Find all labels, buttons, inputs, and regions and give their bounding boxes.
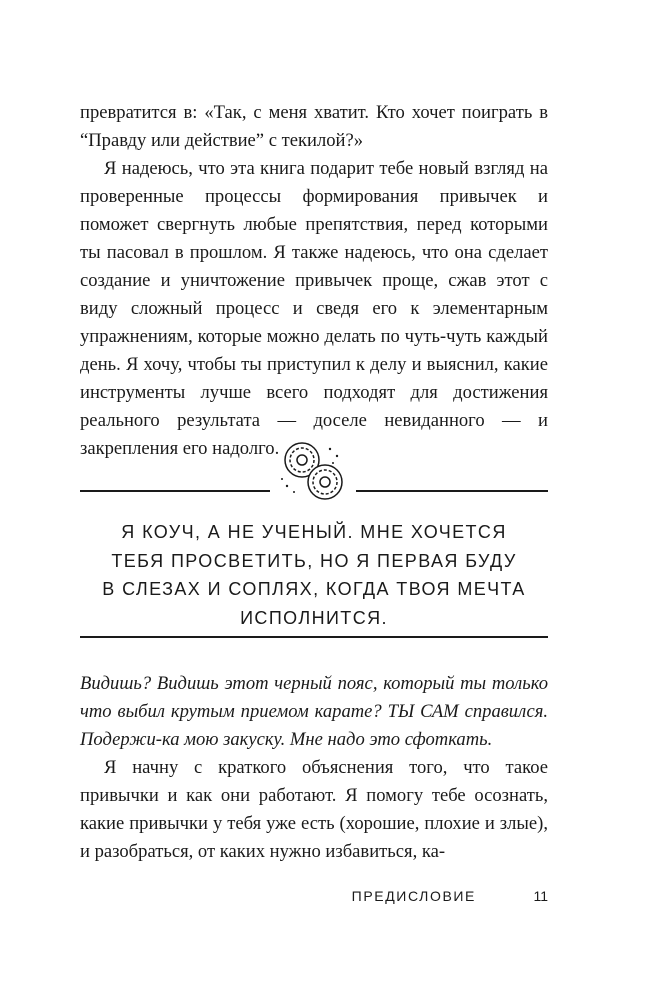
bottom-text-block	[80, 670, 548, 866]
divider-right	[356, 490, 548, 492]
divider-bottom	[80, 636, 548, 638]
callout-line: В СЛЕЗАХ И СОПЛЯХ, КОГДА ТВОЯ МЕЧТА	[102, 579, 526, 599]
paragraph-hope: Я надеюсь, что эта книга подарит тебе новый взгляд на проверенные процессы формирования привычек и поможет свергнуть любые препятствия, перед которыми ты пасовал в прошлом. Я также надеюсь, что она сделает создание и уничтожение привычек проще, сжав этот с виду сложный процесс и сведя его к элементарным упражнениям, которые можно делать по чуть-чуть каждый день. Я хочу, чтобы ты приступил к делу и выяснил, какие инструменты лучше всего подходят для достижения реального результата — доселе невиданного — и закрепления его надолго.	[80, 158, 548, 459]
paragraph-italic-aside: Видишь? Видишь этот черный пояс, который ты только что выбил крутым приемом карате? ТЫ САМ справился. Подержи-ка мою закуску. Мне надо это сфоткать.	[80, 673, 548, 750]
callout-quote	[80, 518, 548, 632]
donuts-icon	[272, 436, 356, 502]
page-number: 11	[533, 888, 548, 904]
paragraph-continuation: превратится в: «Так, с меня хватит. Кто хочет поиграть в “Правду или действие” с текилой?»	[80, 102, 548, 151]
paragraph-intro-habits: Я начну с краткого объяснения того, что такое привычки и как они работают. Я помогу тебе осознать, какие привычки у тебя уже есть (хорошие, плохие и злые), и разобраться, от каких нужно избавиться, ка-	[80, 757, 548, 862]
callout-line: ИСПОЛНИТСЯ.	[240, 607, 388, 628]
top-text-block	[80, 99, 548, 463]
callout-line: Я КОУЧ, А НЕ УЧЕНЫЙ. МНЕ ХОЧЕТСЯ	[121, 522, 507, 542]
callout-line: ТЕБЯ ПРОСВЕТИТЬ, НО Я ПЕРВАЯ БУДУ	[111, 550, 517, 571]
divider-left	[80, 490, 270, 492]
running-footer-section: ПРЕДИСЛОВИЕ	[351, 888, 476, 904]
